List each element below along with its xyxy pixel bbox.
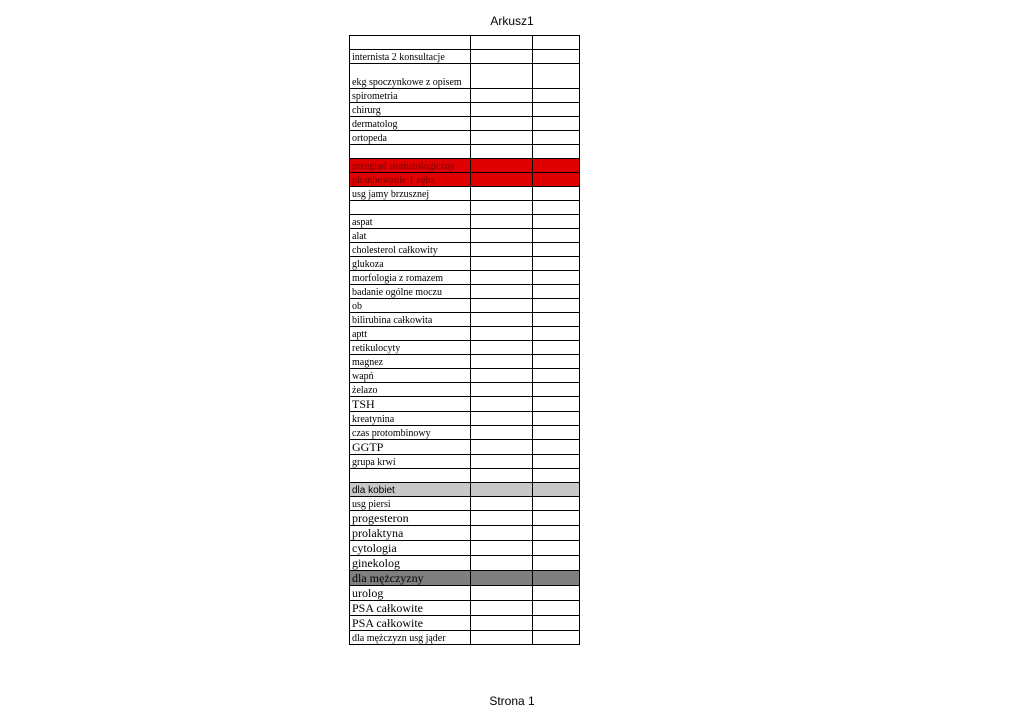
cell-empty[interactable] <box>533 383 580 397</box>
cell-empty[interactable] <box>533 173 580 187</box>
cell-empty[interactable] <box>471 103 533 117</box>
table-row <box>350 271 580 285</box>
table-row <box>350 117 580 131</box>
cell-empty[interactable] <box>471 497 533 511</box>
cell-empty[interactable] <box>533 243 580 257</box>
table-row <box>350 541 580 556</box>
cell-label[interactable]: ortopeda <box>350 131 471 145</box>
cell-label[interactable]: dla mężczyzny <box>350 571 471 586</box>
cell-empty[interactable] <box>471 285 533 299</box>
table-row <box>350 89 580 103</box>
cell-empty[interactable] <box>471 215 533 229</box>
table-row <box>350 131 580 145</box>
table-row <box>350 601 580 616</box>
cell-empty[interactable] <box>471 426 533 440</box>
table-row <box>350 511 580 526</box>
cell-empty[interactable] <box>471 616 533 631</box>
table-row <box>350 426 580 440</box>
table-row <box>350 440 580 455</box>
cell-empty[interactable] <box>471 89 533 103</box>
cell-empty[interactable] <box>471 187 533 201</box>
table-row-section-women <box>350 483 580 497</box>
table-row <box>350 64 580 89</box>
cell-empty[interactable] <box>533 497 580 511</box>
cell-empty[interactable] <box>471 571 533 586</box>
cell-label[interactable]: kreatynina <box>350 412 471 426</box>
table-row <box>350 145 580 159</box>
cell-empty[interactable] <box>533 103 580 117</box>
table-row <box>350 103 580 117</box>
table-row-highlighted <box>350 159 580 173</box>
cell-empty[interactable] <box>533 201 580 215</box>
cell-empty[interactable] <box>533 355 580 369</box>
cell-empty[interactable] <box>533 426 580 440</box>
table-row-section-men <box>350 571 580 586</box>
cell-label[interactable]: dla kobiet <box>350 483 471 497</box>
cell-label[interactable]: GGTP <box>350 440 471 455</box>
cell-empty[interactable] <box>533 145 580 159</box>
table-row <box>350 341 580 355</box>
cell-label[interactable]: prolaktyna <box>350 526 471 541</box>
cell-empty[interactable] <box>533 313 580 327</box>
table-row <box>350 215 580 229</box>
cell-empty[interactable] <box>533 89 580 103</box>
table-row <box>350 586 580 601</box>
cell-label[interactable]: grupa krwi <box>350 455 471 469</box>
cell-empty[interactable] <box>471 355 533 369</box>
cell-empty[interactable] <box>533 257 580 271</box>
table-row <box>350 469 580 483</box>
cell-label[interactable]: urolog <box>350 586 471 601</box>
cell-empty[interactable] <box>533 215 580 229</box>
cell-label[interactable] <box>350 36 471 50</box>
cell-empty[interactable] <box>533 131 580 145</box>
cell-label[interactable]: PSA całkowite <box>350 616 471 631</box>
cell-label[interactable]: przegląd stomatologiczny <box>350 159 471 173</box>
cell-empty[interactable] <box>533 341 580 355</box>
table-row <box>350 285 580 299</box>
cell-label[interactable]: aspat <box>350 215 471 229</box>
spreadsheet-table <box>349 35 580 645</box>
cell-empty[interactable] <box>533 159 580 173</box>
cell-empty[interactable] <box>471 271 533 285</box>
table-row <box>350 187 580 201</box>
cell-label[interactable] <box>350 145 471 159</box>
cell-label[interactable]: glukoza <box>350 257 471 271</box>
cell-empty[interactable] <box>533 64 580 89</box>
cell-empty[interactable] <box>471 243 533 257</box>
cell-empty[interactable] <box>533 229 580 243</box>
cell-label[interactable]: dermatolog <box>350 117 471 131</box>
table-row <box>350 229 580 243</box>
cell-empty[interactable] <box>471 526 533 541</box>
cell-empty[interactable] <box>471 511 533 526</box>
table-row <box>350 201 580 215</box>
cell-empty[interactable] <box>471 586 533 601</box>
cell-empty[interactable] <box>533 631 580 645</box>
cell-empty[interactable] <box>471 173 533 187</box>
cell-label[interactable]: ginekolog <box>350 556 471 571</box>
cell-empty[interactable] <box>471 412 533 426</box>
cell-empty[interactable] <box>471 36 533 50</box>
cell-empty[interactable] <box>471 64 533 89</box>
cell-empty[interactable] <box>533 299 580 313</box>
table-row <box>350 526 580 541</box>
cell-empty[interactable] <box>471 469 533 483</box>
cell-empty[interactable] <box>471 229 533 243</box>
cell-label[interactable]: aptt <box>350 327 471 341</box>
cell-label[interactable]: dla mężczyzn usg jąder <box>350 631 471 645</box>
table-row <box>350 412 580 426</box>
cell-empty[interactable] <box>533 397 580 412</box>
cell-empty[interactable] <box>533 285 580 299</box>
cell-empty[interactable] <box>471 341 533 355</box>
cell-empty[interactable] <box>471 201 533 215</box>
cell-empty[interactable] <box>533 50 580 64</box>
cell-empty[interactable] <box>471 117 533 131</box>
cell-empty[interactable] <box>533 601 580 616</box>
cell-empty[interactable] <box>533 117 580 131</box>
cell-empty[interactable] <box>471 313 533 327</box>
cell-empty[interactable] <box>533 541 580 556</box>
cell-empty[interactable] <box>533 616 580 631</box>
table-row <box>350 299 580 313</box>
cell-empty[interactable] <box>533 369 580 383</box>
cell-label[interactable]: progesteron <box>350 511 471 526</box>
cell-label[interactable]: czas protombinowy <box>350 426 471 440</box>
cell-label[interactable]: morfologia z romazem <box>350 271 471 285</box>
cell-label[interactable]: TSH <box>350 397 471 412</box>
cell-empty[interactable] <box>471 299 533 313</box>
table-row <box>350 257 580 271</box>
cell-label[interactable]: internista 2 konsultacje <box>350 50 471 64</box>
table-row <box>350 243 580 257</box>
cell-empty[interactable] <box>533 511 580 526</box>
table-row-highlighted <box>350 173 580 187</box>
cell-empty[interactable] <box>471 440 533 455</box>
cell-label[interactable]: plombowanie 1 zęba <box>350 173 471 187</box>
cell-empty[interactable] <box>471 327 533 341</box>
table-row <box>350 556 580 571</box>
cell-empty[interactable] <box>533 469 580 483</box>
cell-empty[interactable] <box>471 50 533 64</box>
cell-empty[interactable] <box>533 586 580 601</box>
cell-empty[interactable] <box>471 145 533 159</box>
cell-label[interactable]: ob <box>350 299 471 313</box>
cell-empty[interactable] <box>533 526 580 541</box>
table-row <box>350 631 580 645</box>
cell-empty[interactable] <box>533 187 580 201</box>
cell-empty[interactable] <box>471 601 533 616</box>
cell-label[interactable]: ekg spoczynkowe z opisem <box>350 64 471 89</box>
cell-label[interactable]: alat <box>350 229 471 243</box>
cell-empty[interactable] <box>471 397 533 412</box>
cell-label[interactable]: spirometria <box>350 89 471 103</box>
table-row <box>350 455 580 469</box>
cell-label[interactable]: magnez <box>350 355 471 369</box>
cell-empty[interactable] <box>471 383 533 397</box>
cell-empty[interactable] <box>533 556 580 571</box>
cell-label[interactable]: badanie ogólne moczu <box>350 285 471 299</box>
table-row <box>350 616 580 631</box>
cell-label[interactable]: retikulocyty <box>350 341 471 355</box>
cell-empty[interactable] <box>471 631 533 645</box>
table-row <box>350 313 580 327</box>
page-footer: Strona 1 <box>489 694 535 708</box>
table-row <box>350 369 580 383</box>
cell-empty[interactable] <box>533 412 580 426</box>
cell-empty[interactable] <box>533 483 580 497</box>
cell-empty[interactable] <box>533 571 580 586</box>
cell-label[interactable] <box>350 201 471 215</box>
cell-label[interactable]: bilirubina całkowita <box>350 313 471 327</box>
cell-label[interactable]: wapń <box>350 369 471 383</box>
cell-empty[interactable] <box>471 556 533 571</box>
cell-empty[interactable] <box>471 455 533 469</box>
cell-empty[interactable] <box>533 455 580 469</box>
table-row <box>350 327 580 341</box>
cell-label[interactable]: usg piersi <box>350 497 471 511</box>
cell-label[interactable]: PSA całkowite <box>350 601 471 616</box>
table-row <box>350 497 580 511</box>
cell-empty[interactable] <box>471 369 533 383</box>
cell-label[interactable]: żelazo <box>350 383 471 397</box>
cell-empty[interactable] <box>471 483 533 497</box>
cell-empty[interactable] <box>533 271 580 285</box>
table-row <box>350 36 580 50</box>
cell-empty[interactable] <box>471 159 533 173</box>
cell-label[interactable]: chirurg <box>350 103 471 117</box>
cell-empty[interactable] <box>533 440 580 455</box>
cell-empty[interactable] <box>471 131 533 145</box>
cell-label[interactable]: cholesterol całkowity <box>350 243 471 257</box>
cell-empty[interactable] <box>471 257 533 271</box>
table-row <box>350 355 580 369</box>
cell-empty[interactable] <box>533 327 580 341</box>
cell-label[interactable]: usg jamy brzusznej <box>350 187 471 201</box>
sheet-title: Arkusz1 <box>490 14 534 28</box>
table-row <box>350 50 580 64</box>
table-row <box>350 397 580 412</box>
cell-label[interactable] <box>350 469 471 483</box>
cell-label[interactable]: cytologia <box>350 541 471 556</box>
cell-empty[interactable] <box>533 36 580 50</box>
cell-empty[interactable] <box>471 541 533 556</box>
table-row <box>350 383 580 397</box>
